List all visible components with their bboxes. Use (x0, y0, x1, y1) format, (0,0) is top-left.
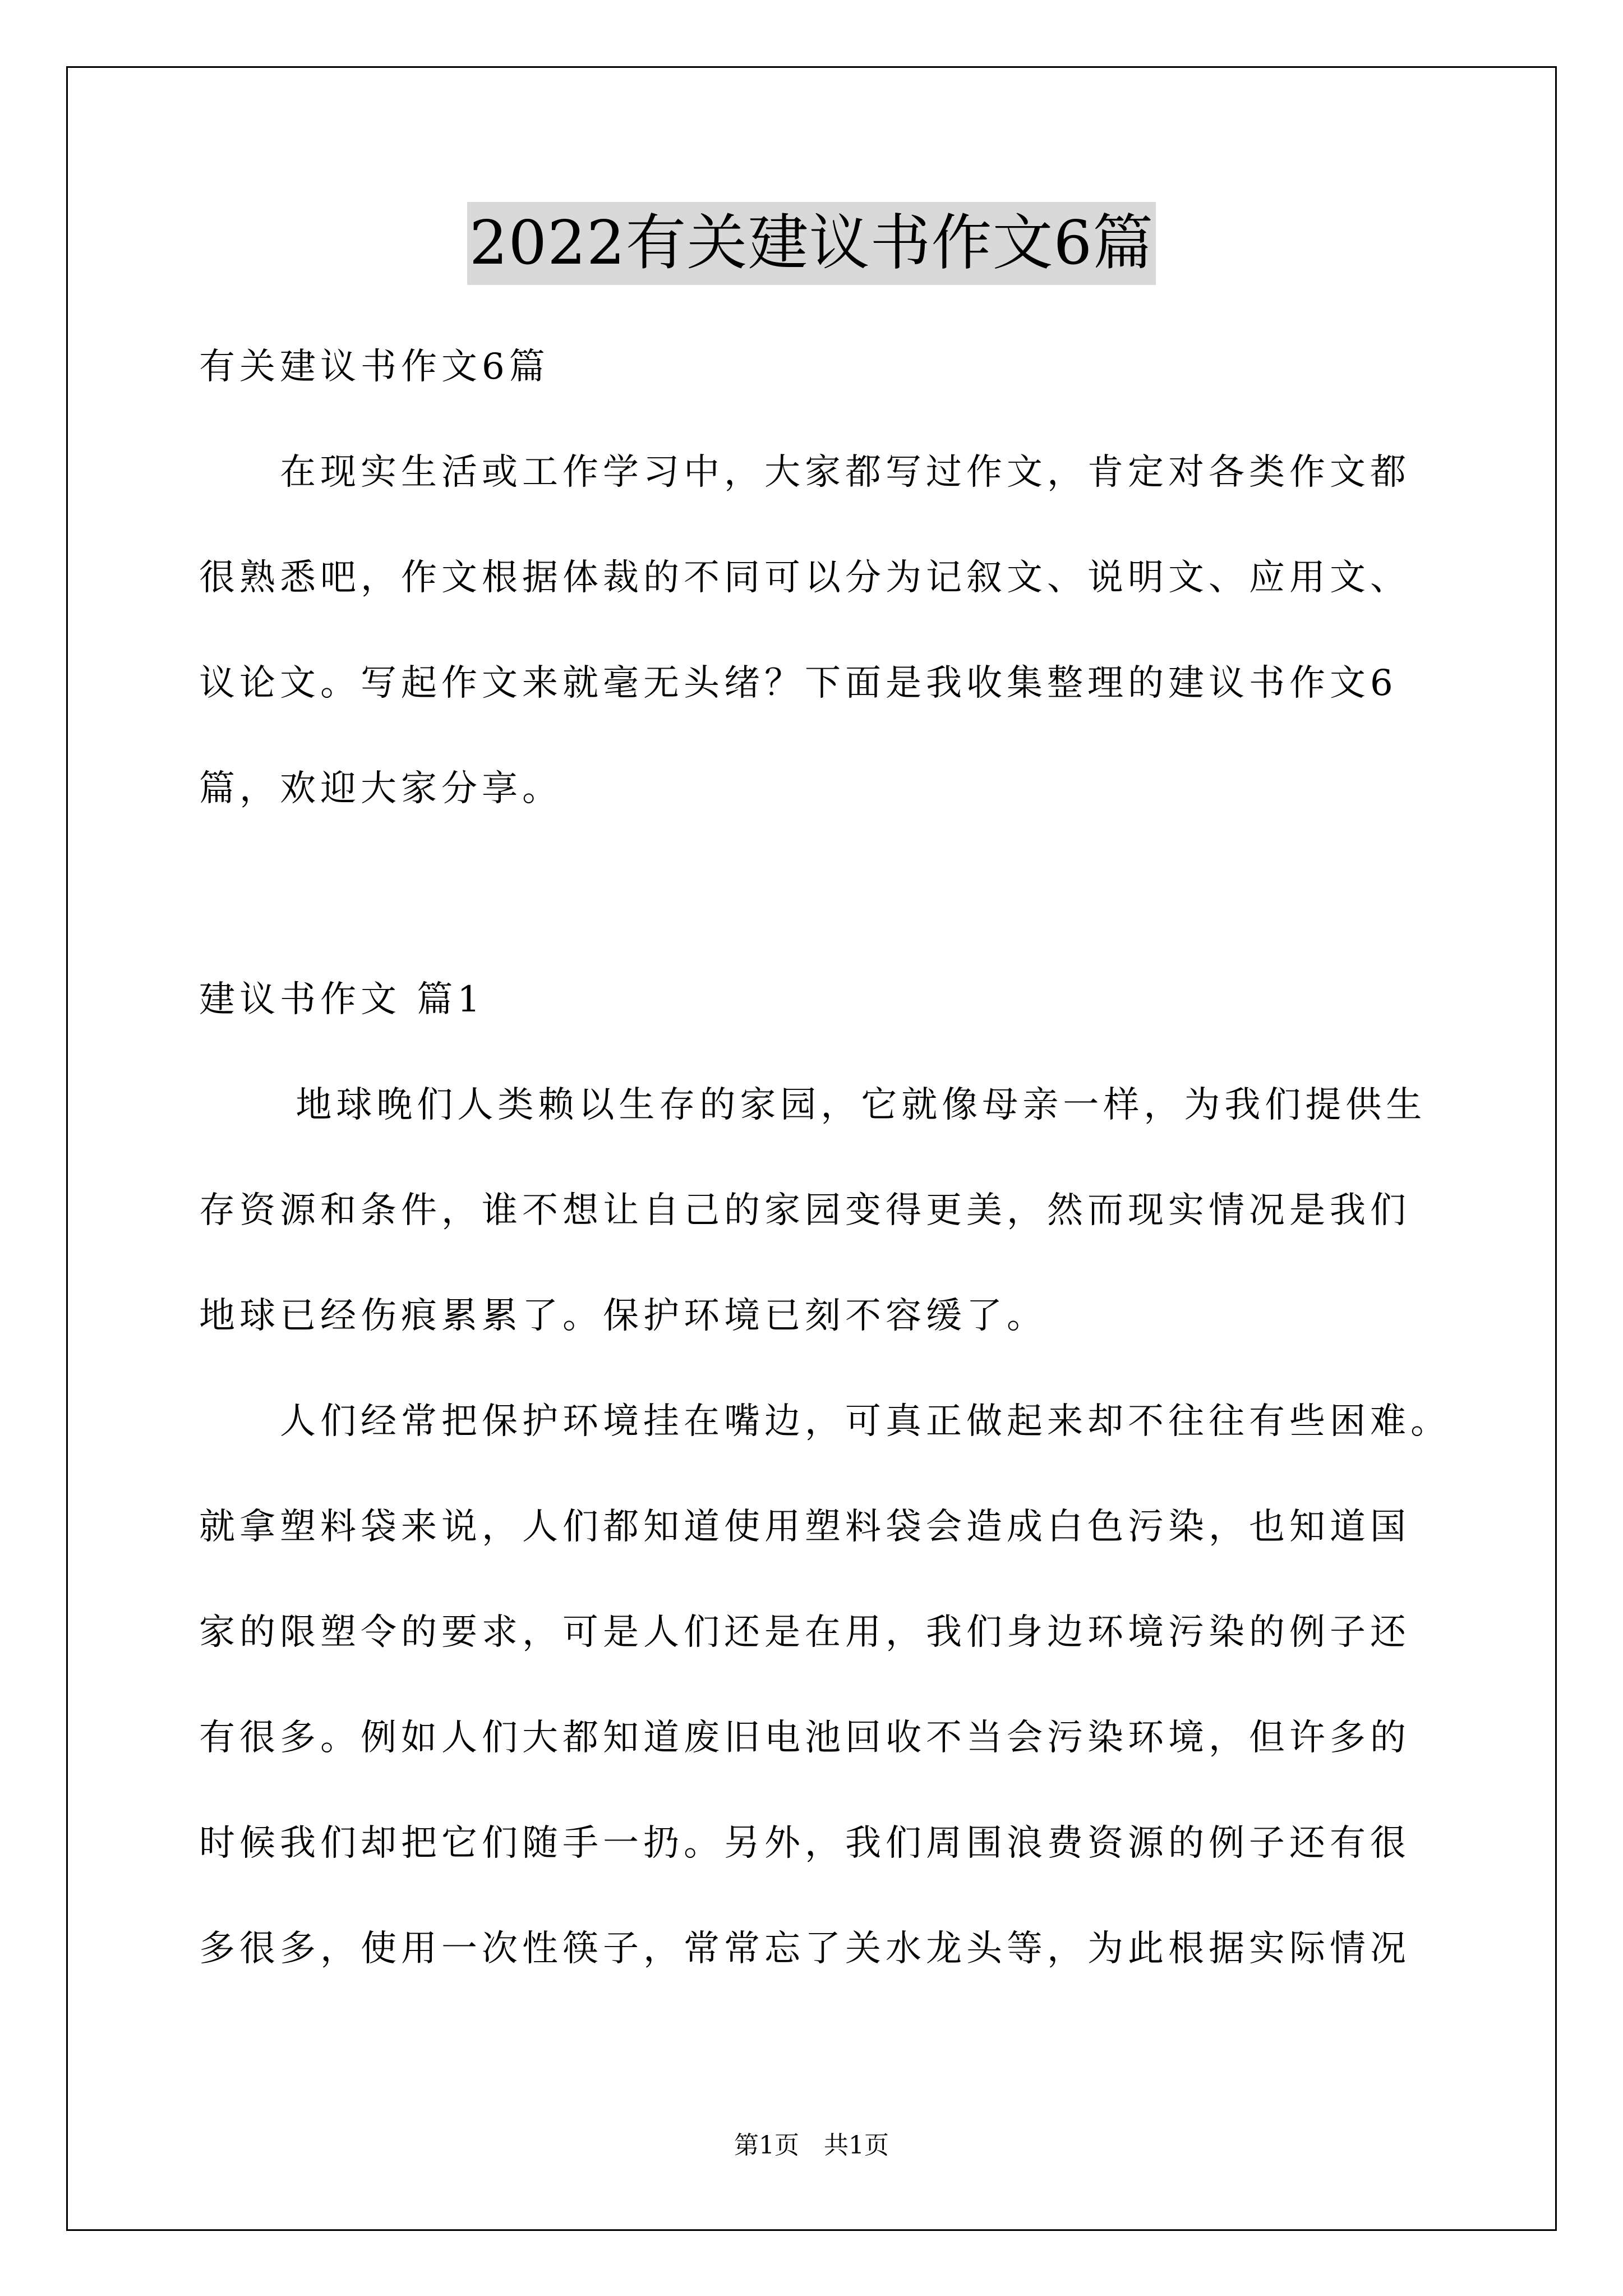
intro-line: 很熟悉吧，作文根据体裁的不同可以分为记叙文、说明文、应用文、 (199, 557, 1410, 599)
page-footer: 第1页 共1页 (734, 2131, 889, 2160)
title-container (0, 202, 1623, 285)
subtitle: 有关建议书作文6篇 (199, 346, 550, 388)
intro-line: 议论文。写起作文来就毫无头绪？下面是我收集整理的建议书作文6 (199, 662, 1398, 704)
intro-line: 在现实生活或工作学习中，大家都写过作文，肯定对各类作文都 (199, 452, 1410, 493)
document-title: 2022有关建议书作文6篇 (467, 202, 1156, 285)
body-line: 时候我们却把它们随手一扔。另外，我们周围浪费资源的例子还有很 (199, 1823, 1410, 1864)
body-line: 地球已经伤痕累累了。保护环境已刻不容缓了。 (199, 1295, 1047, 1337)
intro-line: 篇，欢迎大家分享。 (199, 768, 562, 809)
body-line: 家的限塑令的要求，可是人们还是在用，我们身边环境污染的例子还 (199, 1612, 1410, 1653)
body-line: 就拿塑料袋来说，人们都知道使用塑料袋会造成白色污染，也知道国 (199, 1506, 1410, 1548)
body-line: 人们经常把保护环境挂在嘴边，可真正做起来却不往往有些困难。 (199, 1401, 1451, 1442)
body-line: 存资源和条件，谁不想让自己的家园变得更美，然而现实情况是我们 (199, 1190, 1410, 1231)
body-line: 有很多。例如人们大都知道废旧电池回收不当会污染环境，但许多的 (199, 1717, 1410, 1759)
section-heading: 建议书作文 篇1 (199, 979, 485, 1020)
body-line: 多很多，使用一次性筷子，常常忘了关水龙头等，为此根据实际情况 (199, 1928, 1410, 1970)
document-body (199, 314, 1451, 2001)
paragraph-gap (199, 841, 1430, 947)
body-line: 地球晚们人类赖以生存的家园，它就像母亲一样，为我们提供生 (199, 1084, 1427, 1126)
